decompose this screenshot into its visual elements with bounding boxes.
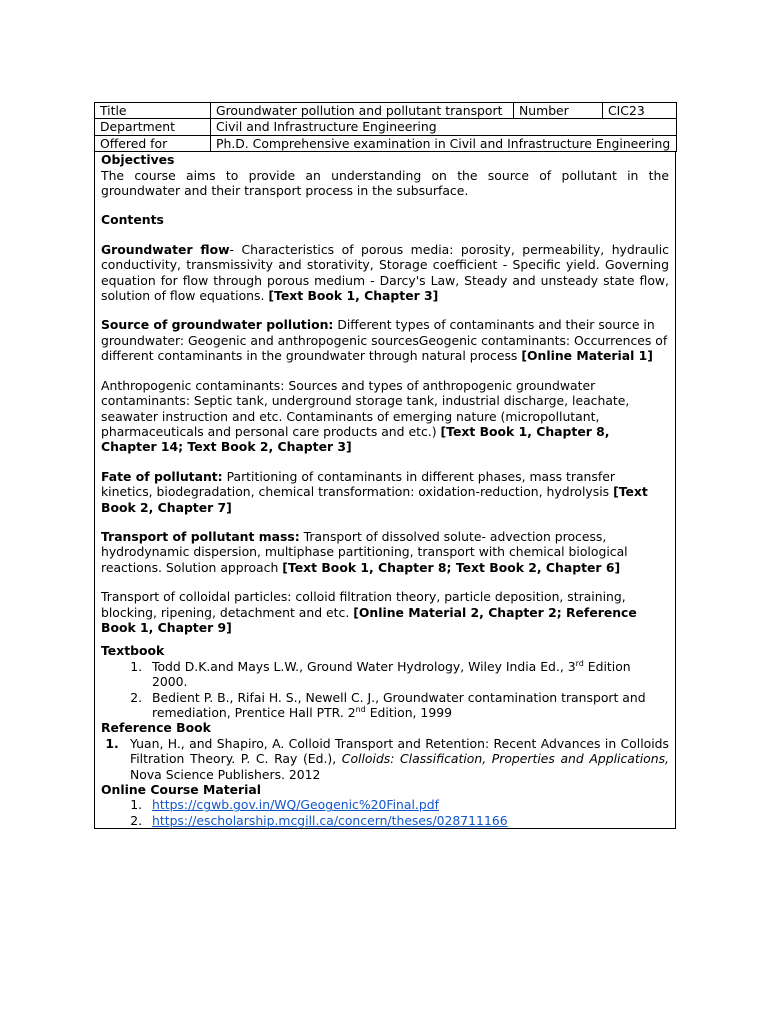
course-document [94,102,676,829]
link-geogenic[interactable]: https://cgwb.gov.in/WQ/Geogenic%20Final.pdf [152,797,439,813]
department-label: Department [95,119,211,135]
section-ref: [Text Book 1, Chapter 3] [268,288,439,304]
section-text: Transport of dissolved solute- advection process, hydrodynamic dispersion, multiphase partitioning, transport with chemical biological reactions. Solution approach [101,528,628,575]
section-ref: [Online Material 2, Chapter 2; Reference Book 1, Chapter 9] [101,604,637,635]
list-item-text: Edition, 1999 [365,705,452,720]
list-item-text: Todd D.K.and Mays L.W., Ground Water Hydrology, Wiley India Ed., 3 [152,658,576,674]
course-header-table [94,102,677,152]
section-text: Partitioning of contaminants in different phases, mass transfer kinetics, biodegradation, chemical transformation: oxidation-reduction, hydrolysis [101,468,615,500]
section-transport [101,529,669,575]
reference-heading: Reference Book [101,720,211,736]
department-value: Civil and Infrastructure Engineering [211,119,677,135]
objectives-heading: Objectives [101,152,175,168]
link-escholarship[interactable]: https://escholarship.mcgill.ca/concern/theses/028711166 [152,812,508,828]
list-item-text: Nova Science Publishers. 2012 [130,766,321,782]
section-heading: Transport of pollutant mass: [101,528,300,544]
list-item-text: Edition 2000. [152,658,631,690]
section-ref: [Online Material 1] [521,348,653,364]
section-heading: Source of groundwater pollution: [101,317,334,333]
objectives-text: The course aims to provide an understanding on the source of pollutant in the groundwater and their transport process in the subsurface. [101,167,669,199]
section-ref: [Text Book 1, Chapter 8, Chapter 14; Text Book 2, Chapter 3] [101,423,610,455]
list-item [146,797,669,812]
section-text: Anthropogenic contaminants: Sources and types of anthropogenic groundwater contaminants: Septic tank, underground storage tank, industrial discharge, leachate, seawater instruction and etc. Contaminants of emerging nature (micropollutant, pharmaceuticals and personal care products and etc.) [101,377,630,439]
online-list [101,797,669,828]
section-groundwater-flow [101,242,669,304]
section-anthropogenic [101,378,669,455]
contents-heading: Contents [101,212,164,228]
section-heading: Groundwater flow [101,241,230,257]
section-text: Transport of colloidal particles: colloid filtration theory, particle deposition, straining, blocking, ripening, detachment and etc. [101,589,626,620]
list-item [123,736,669,782]
list-item-text: Bedient P. B., Rifai H. S., Newell C. J., Groundwater contamination transport and remediation, Prentice Hall PTR. 2 [152,689,646,720]
textbook-list [101,659,669,721]
title-label: Title [95,103,211,119]
reference-list [101,736,669,782]
list-item [146,659,669,690]
list-item [146,813,669,828]
online-heading: Online Course Material [101,782,262,798]
section-fate [101,469,669,515]
book-title: Colloids: Classification, Properties and Applications, [341,751,669,767]
section-source [101,317,669,363]
section-ref: [Text Book 2, Chapter 7] [101,484,648,515]
title-value: Groundwater pollution and pollutant transport [211,103,514,119]
section-colloidal [101,589,669,635]
section-ref: [Text Book 1, Chapter 8; Text Book 2, Chapter 6] [282,559,621,575]
ordinal-suffix: nd [355,704,366,714]
ordinal-suffix: rd [575,658,584,668]
number-value: CIC23 [603,103,677,119]
number-label: Number [514,103,603,119]
offered-label: Offered for [95,135,211,151]
list-item [146,690,669,721]
list-item-text: Yuan, H., and Shapiro, A. Colloid Transport and Retention: Recent Advances in Colloids Filtration Theory. P. C. Ray (Ed.), [130,735,669,767]
course-body [94,152,676,829]
section-text: Different types of contaminants and their source in groundwater: Geogenic and anthropogenic sourcesGeogenic contaminants: Occurrences of different contaminants in the groundwater through natural process [101,317,668,364]
section-heading: Fate of pollutant: [101,468,223,484]
offered-value: Ph.D. Comprehensive examination in Civil and Infrastructure Engineering [211,135,677,151]
section-text: - Characteristics of porous media: porosity, permeability, hydraulic conductivity, transmissivity and storativity, Storage coefficient - Specific yield. Governing equation for flow through porous medium - Darcy's Law, Steady and unsteady state flow, solution of flow equations. [101,241,669,304]
textbook-heading: Textbook [101,643,165,659]
